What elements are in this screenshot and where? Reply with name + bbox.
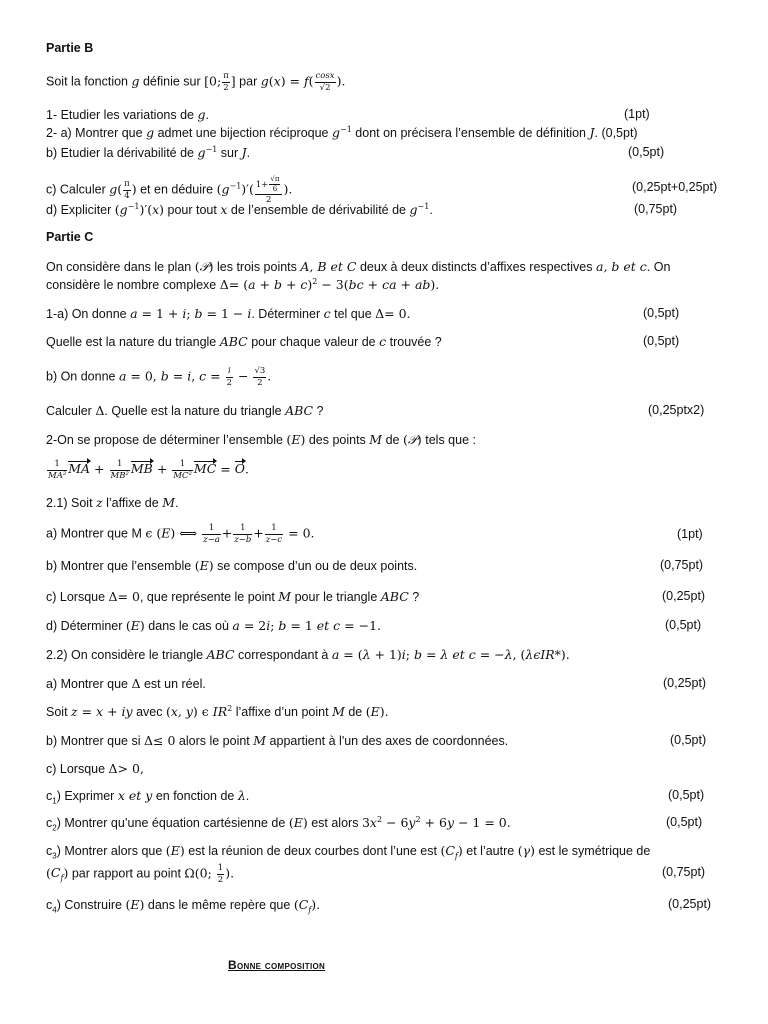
partB-q1-points: (1pt) — [624, 107, 650, 121]
partC-q22: 2.2) On considère le triangle ABC correspondant à a = (λ + 1)i; b = λ et c = −λ, (λϵIR*). — [46, 647, 570, 662]
partC-c3-line2: $(C_f)$ par rapport au point Ω(0; $\frac{1}{2}$ ). — [46, 863, 235, 885]
partC-q1a-nature: Quelle est la nature du triangle ABC pour chaque valeur de c trouvée ? — [46, 334, 442, 349]
partC-q1b-calc: Calculer Δ. Quelle est la nature du triangle ABC ? — [46, 403, 324, 418]
partC-q22c: c) Lorsque Δ> 0, — [46, 761, 144, 776]
partC-c2-points: (0,5pt) — [666, 815, 703, 829]
partC-q21d: d) Déterminer (E) dans le cas où a = 2i; b = 1 et c = −1. — [46, 618, 382, 633]
partC-c4: $c_4$) Construire (E) dans le même repère que $(C_f)$. — [46, 897, 321, 915]
partC-q22-suppose: Soit z = x + iy avec (x, y) ϵ $IR^2$ l’affixe d’un point M de (E). — [46, 704, 389, 720]
partC-vector-equation: $\frac{1}{\text{MA²}}$ MA + $\frac{1}{\text{MB²}}$ MB + $\frac{1}{\text{MC²}}$ MC = O. — [48, 459, 249, 481]
partC-intro-line2: considère le nombre complexe $\Delta= (a + b + c)^2 - 3(bc$ + ca + ab). — [46, 277, 440, 293]
partC-c3-points: (0,75pt) — [662, 865, 706, 879]
partC-q2: 2-On se propose de déterminer l’ensemble (E) des points M de (𝒫) tels que : — [46, 432, 476, 447]
closing-message: Bonne composition — [228, 958, 326, 972]
partC-q22b: b) Montrer que si Δ≤ 0 alors le point M appartient à l'un des axes de coordonnées. — [46, 733, 509, 748]
partC-q1a-nature-points: (0,5pt) — [643, 334, 680, 348]
partC-q22a-points: (0,25pt) — [663, 676, 707, 690]
partC-c1: $c_1$) Exprimer x et y en fonction de λ. — [46, 788, 250, 806]
partC-q21a-points: (1pt) — [677, 527, 703, 541]
partB-q2c-points: (0,25pt+0,25pt) — [632, 180, 718, 194]
partC-q1a: 1-a) On donne a = 1 + i; b = 1 − i. Déterminer c tel que Δ= 0. — [46, 306, 411, 321]
partC-q21d-points: (0,5pt) — [665, 618, 702, 632]
partC-q21a: a) Montrer que M ϵ (E) ⟺ $\frac{1}{z-a}$ + $\frac{1}{z-b}$ + $\frac{1}{z-c}$ = 0. — [46, 523, 315, 545]
partB-heading: Partie B — [46, 41, 94, 55]
partC-q1a-points: (0,5pt) — [643, 306, 680, 320]
partB-q2c: c) Calculer g( $\frac{\pi}{4}$ ) et en déduire $(g^{-1})'$( 1+ $\frac{√\pi}{6}$ 2 ). — [46, 175, 293, 205]
partC-q1b-points: (0,25ptx2) — [648, 403, 705, 417]
partB-q1: 1- Etudier les variations de g. — [46, 107, 209, 122]
partC-q1b: b) On donne a = 0, b = i, c = $\frac{i}{2}$ − $\frac{√3}{2}$ . — [46, 366, 272, 388]
partC-q21c-points: (0,25pt) — [662, 589, 706, 603]
partC-q21b-points: (0,75pt) — [660, 558, 704, 572]
partC-q21b: b) Montrer que l’ensemble (E) se compose d’un ou de deux points. — [46, 558, 418, 573]
partC-heading: Partie C — [46, 230, 94, 244]
partB-q2a: 2- a) Montrer que g admet une bijection réciproque $g^{-1}$ dont on précisera l’ensemble de définition J. (0,5pt) — [46, 125, 638, 141]
partC-q22b-points: (0,5pt) — [670, 733, 707, 747]
partB-intro: Soit la fonction g définie sur [0; $\frac{\pi}{2}$ ] par g(x) = f( $\frac{\cos x}{√2}$ ). — [46, 71, 346, 93]
partC-c2: $c_2$) Montrer qu’une équation cartésienne de (E) est alors $3x^2 - 6y^2 + 6y - 1 = 0$. — [46, 815, 511, 833]
partB-q2b-points: (0,5pt) — [628, 145, 665, 159]
partC-c3-line1: $c_3$) Montrer alors que (E) est la réunion de deux courbes dont l’une est $(C_f)$ et l’autre (γ) est le symétrique de — [46, 843, 651, 861]
partB-q2d: d) Expliciter $(g^{-1})'(x)$ pour tout x de l’ensemble de dérivabilité de $g^{-1}$. — [46, 202, 433, 218]
partC-c1-points: (0,5pt) — [668, 788, 705, 802]
partC-c4-points: (0,25pt) — [668, 897, 712, 911]
partC-q21: 2.1) Soit z l’affixe de M. — [46, 495, 179, 510]
partB-q2b: b) Etudier la dérivabilité de $g^{-1}$ sur J. — [46, 145, 251, 161]
partB-q2d-points: (0,75pt) — [634, 202, 678, 216]
partC-q21c: c) Lorsque Δ= 0, que représente le point M pour le triangle ABC ? — [46, 589, 420, 604]
partC-intro-line1: On considère dans le plan (𝒫) les trois points A, B et C deux à deux distincts d’affixes respectives a, b et c. On — [46, 259, 671, 274]
partC-q22a: a) Montrer que Δ est un réel. — [46, 676, 206, 691]
